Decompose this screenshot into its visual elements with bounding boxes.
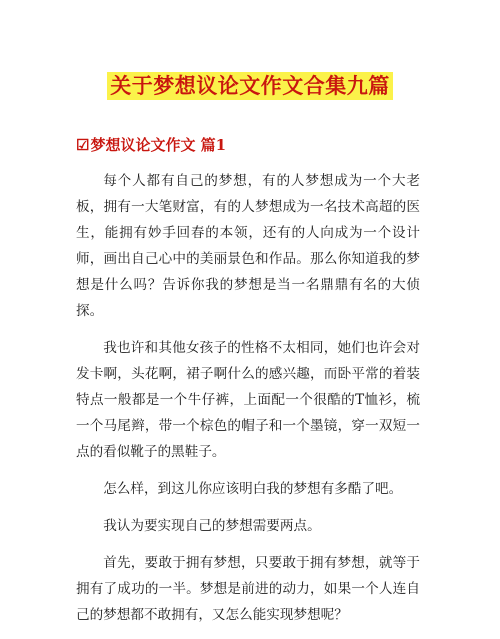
paragraph: 我认为要实现自己的梦想需要两点。 xyxy=(103,518,321,534)
page-title: 关于梦想议论文作文合集九篇 xyxy=(107,72,393,100)
section-heading-text: 梦想议论文作文 篇1 xyxy=(90,136,227,154)
section-heading xyxy=(76,134,226,156)
paragraph: 首先，要敢于拥有梦想，只要敢于拥有梦想，就等于拥有了成功的一半。梦想是前进的动力，如果一个人连自己的梦想都不敢拥有，又怎么能实现梦想呢？ xyxy=(76,555,420,623)
ballot-box-with-check-icon: ☑ xyxy=(76,136,90,154)
article-body xyxy=(76,168,420,639)
paragraph: 怎么样，到这儿你应该明白我的梦想有多酷了吧。 xyxy=(103,481,403,497)
paragraph: 每个人都有自己的梦想，有的人梦想成为一个大老板，拥有一大笔财富，有的人梦想成为一名技术高超的医生，能拥有妙手回春的本领，还有的人向成为一个设计师，画出自己心中的美丽景色和作品。那么你知道我的梦想是什么吗？告诉你我的梦想是当一名鼎鼎有名的大侦探。 xyxy=(76,173,420,319)
title-container xyxy=(0,72,500,100)
paragraph: 我也许和其他女孩子的性格不太相同，她们也许会对发卡啊，头花啊，裙子啊什么的感兴趣，而卧平常的着装特点一般都是一个牛仔裤，上面配一个很酷的T恤衫，梳一个马尾辫，带一个棕色的帽子和一个墨镜，穿一双短一点的看似靴子的黑鞋子。 xyxy=(76,340,420,460)
